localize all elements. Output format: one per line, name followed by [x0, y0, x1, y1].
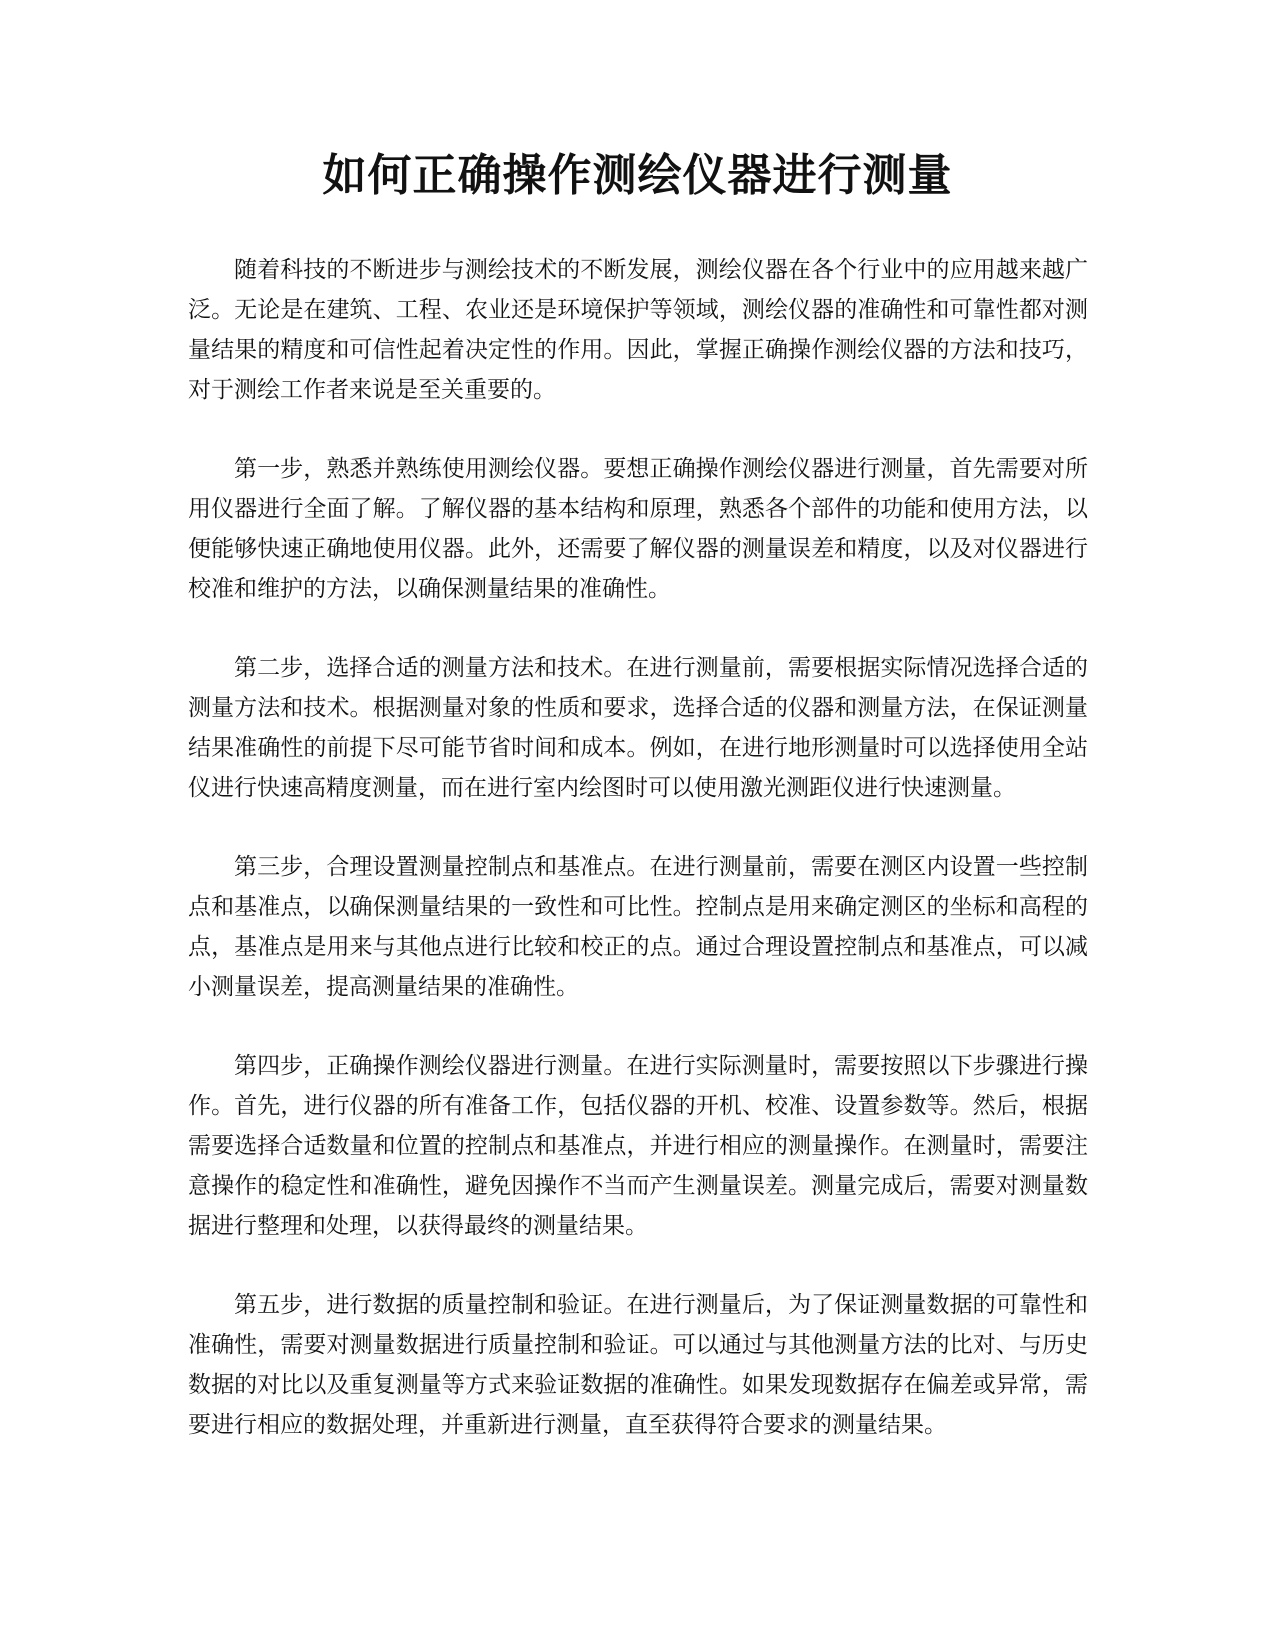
- document-body: [188, 250, 1088, 1484]
- paragraph-step-5: 第五步，进行数据的质量控制和验证。在进行测量后，为了保证测量数据的可靠性和准确性，需要对测量数据进行质量控制和验证。可以通过与其他测量方法的比对、与历史数据的对比以及重复测量等方式来验证数据的准确性。如果发现数据存在偏差或异常，需要进行相应的数据处理，并重新进行测量，直至获得符合要求的测量结果。: [188, 1292, 1088, 1438]
- paragraph-step-4: 第四步，正确操作测绘仪器进行测量。在进行实际测量时，需要按照以下步骤进行操作。首先，进行仪器的所有准备工作，包括仪器的开机、校准、设置参数等。然后，根据需要选择合适数量和位置的控制点和基准点，并进行相应的测量操作。在测量时，需要注意操作的稳定性和准确性，避免因操作不当而产生测量误差。测量完成后，需要对测量数据进行整理和处理，以获得最终的测量结果。: [188, 1053, 1088, 1239]
- paragraph-intro: 随着科技的不断进步与测绘技术的不断发展，测绘仪器在各个行业中的应用越来越广泛。无论是在建筑、工程、农业还是环境保护等领域，测绘仪器的准确性和可靠性都对测量结果的精度和可信性起着决定性的作用。因此，掌握正确操作测绘仪器的方法和技巧，对于测绘工作者来说是至关重要的。: [188, 257, 1088, 403]
- paragraph-step-2: 第二步，选择合适的测量方法和技术。在进行测量前，需要根据实际情况选择合适的测量方法和技术。根据测量对象的性质和要求，选择合适的仪器和测量方法，在保证测量结果准确性的前提下尽可能节省时间和成本。例如，在进行地形测量时可以选择使用全站仪进行快速高精度测量，而在进行室内绘图时可以使用激光测距仪进行快速测量。: [188, 655, 1088, 801]
- document-title: 如何正确操作测绘仪器进行测量: [322, 150, 953, 201]
- paragraph-step-3: 第三步，合理设置测量控制点和基准点。在进行测量前，需要在测区内设置一些控制点和基准点，以确保测量结果的一致性和可比性。控制点是用来确定测区的坐标和高程的点，基准点是用来与其他点进行比较和校正的点。通过合理设置控制点和基准点，可以减小测量误差，提高测量结果的准确性。: [188, 854, 1088, 1000]
- paragraph-step-1: 第一步，熟悉并熟练使用测绘仪器。要想正确操作测绘仪器进行测量，首先需要对所用仪器进行全面了解。了解仪器的基本结构和原理，熟悉各个部件的功能和使用方法，以便能够快速正确地使用仪器。此外，还需要了解仪器的测量误差和精度，以及对仪器进行校准和维护的方法，以确保测量结果的准确性。: [188, 456, 1088, 602]
